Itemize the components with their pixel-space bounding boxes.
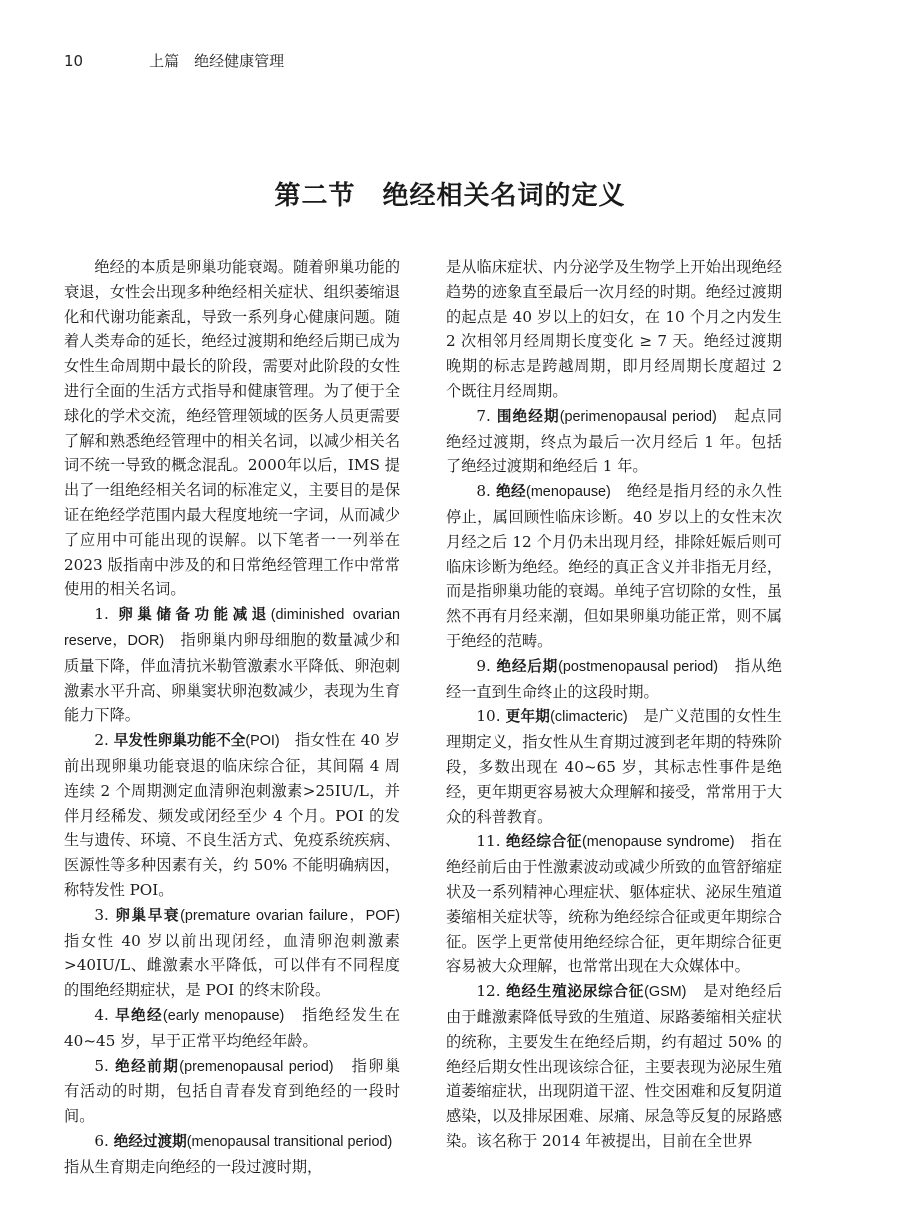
term-english: (diminished ovarian reserve，DOR) — [64, 607, 401, 649]
part-title: 上篇 绝经健康管理 — [149, 52, 285, 70]
term-name: 卵巢早衰 — [115, 906, 181, 924]
term-item: 9. 绝经后期(postmenopausal period) 指从绝经一直到生命终止的这段时期。 — [446, 656, 782, 701]
term-name: 绝经前期 — [115, 1057, 180, 1075]
term-continuation: 是从临床症状、内分泌学及生物学上开始出现绝经趋势的迹象直至最后一次月经的时期。绝经过渡期的起点是 40 岁以上的妇女，在 10 个月之内发生 2 次相邻月经周期长度变化 ≥ 7 天。绝经过渡期晚期的标志是跨越周期，即月经周期长度超过 2 个既往月经周期。 — [446, 258, 782, 400]
right-column — [446, 255, 782, 1154]
term-definition: 指女性 40 岁以前出现闭经，血清卵泡刺激素>40IU/L、雌激素水平降低，可以伴有不同程度的围绝经期症状，是 POI 的终末阶段。 — [64, 931, 400, 1000]
term-english: (menopause syndrome) — [582, 834, 735, 851]
term-english: (GSM) — [644, 984, 687, 1001]
term-item: 11. 绝经综合征(menopause syndrome) 指在绝经前后由于性激素波动或减少所致的血管舒缩症状及一系列精神心理症状、躯体症状、泌尿生殖道萎缩相关症状等，统称为绝经综合征或更年期综合征。医学上更常使用绝经综合征，更年期综合征更容易被大众理解，也常常出现在大众媒体中。 — [446, 832, 782, 976]
term-definition: 指在绝经前后由于性激素波动或减少所致的血管舒缩症状及一系列精神心理症状、躯体症状、泌尿生殖道萎缩相关症状等，统称为绝经综合征或更年期综合征。医学上更常使用绝经综合征，更年期综合征更容易被大众理解，也常常出现在大众媒体中。 — [446, 832, 782, 976]
term-item: 8. 绝经(menopause) 绝经是指月经的永久性停止，属回顾性临床诊断。40 岁以上的女性末次月经之后 12 个月仍未出现月经，排除妊娠后则可临床诊断为绝经。绝经的真正含义并非指无月经，而是指卵巢功能的衰竭。单纯子宫切除的女性，虽然不再有月经来潮，但如果卵巢功能正常，则不属于绝经的范畴。 — [446, 482, 782, 650]
term-english: (climacteric) — [550, 709, 628, 726]
term-definition: 指从生育期走向绝经的一段过渡时期， — [64, 1131, 408, 1176]
term-name: 卵巢储备功能减退 — [118, 606, 271, 624]
term-name: 绝经后期 — [496, 657, 559, 675]
term-item: 5. 绝经前期(premenopausal period) 指卵巢有活动的时期，包括自青春发育到绝经的一段时间。 — [64, 1056, 401, 1126]
term-item: 12. 绝经生殖泌尿综合征(GSM) 是对绝经后由于雌激素降低导致的生殖道、尿路萎缩相关症状的统称，主要发生在绝经后期，约有超过 50% 的绝经后期女性出现该综合征，主要表现为泌尿生殖道萎缩症状，出现阴道干涩、性交困难和反复阴道感染，以及排尿困难、尿痛、尿急等反复的尿路感染。该名称于 2014 年被提出，目前在全世界 — [446, 982, 783, 1150]
term-definition: 指从绝经一直到生命终止的这段时期。 — [446, 656, 782, 701]
term-english: (menopausal transitional period) — [186, 1133, 393, 1150]
term-english: (postmenopausal period) — [558, 658, 719, 675]
term-definition: 是对绝经后由于雌激素降低导致的生殖道、尿路萎缩相关症状的统称，主要发生在绝经后期，约有超过 50% 的绝经后期女性出现该综合征，主要表现为泌尿生殖道萎缩症状，出现阴道干涩、性交困难和反复阴道感染，以及排尿困难、尿痛、尿急等反复的尿路感染。该名称于 2014 年被提出，目前在全世界 — [446, 982, 783, 1150]
term-english: (menopause) — [526, 484, 611, 501]
section-title: 第二节 绝经相关名词的定义 — [274, 181, 626, 211]
term-name: 绝经综合征 — [505, 833, 583, 851]
term-definition: 起点同绝经过渡期，终点为最后一次月经后 1 年。包括了绝经过渡期和绝经后 1 年。 — [446, 406, 783, 476]
intro-paragraph: 绝经的本质是卵巢功能衰竭。随着卵巢功能的衰退，女性会出现多种绝经相关症状、组织萎缩退化和代谢功能紊乱，导致一系列身心健康问题。随着人类寿命的延长，绝经过渡期和绝经后期已成为女性生命周期中最长的阶段，需要对此阶段的女性进行全面的生活方式指导和健康管理。为了便于全球化的学术交流，绝经管理领域的医务人员更需要了解和熟悉绝经管理中的相关名词，以减少相关名词不统一导致的概念混乱。2000年以后，IMS 提出了一组绝经相关名词的标准定义，主要目的是保证在绝经学范围内最大程度地统一字词，从而减少了应用中可能出现的误解。以下笔者一一列举在 2023 版指南中涉及的和日常绝经管理工作中常常使用的相关名词。 — [64, 258, 400, 599]
term-english: (premature ovarian failure，POF) — [180, 907, 400, 924]
term-definition: 是广义范围的女性生理期定义，指女性从生育期过渡到老年期的特殊阶段，多数出现在 40~65 岁，其标志性事件是绝经，更年期更容易被大众理解和接受，常常用于大众的科普教育。 — [446, 707, 782, 826]
term-english: (premenopausal period) — [179, 1058, 334, 1075]
term-definition: 指女性在 40 岁前出现卵巢功能衰退的临床综合征，其间隔 4 周连续 2 个周期测定血清卵泡刺激素>25IU/L，并伴月经稀发、频发或闭经至少 4 个月。POI 的发生与遗传、环境、不良生活方式、免疫系统疾病、医源性等多种因素有关，约 50% 不能明确病因，称特发性 POI。 — [64, 731, 401, 899]
term-item: 2. 早发性卵巢功能不全(POI) 指女性在 40 岁前出现卵巢功能衰退的临床综合征，其间隔 4 周连续 2 个周期测定血清卵泡刺激素>25IU/L，并伴月经稀发、频发或闭经至少 4 个月。POI 的发生与遗传、环境、不良生活方式、免疫系统疾病、医源性等多种因素有关，约 50% 不能明确病因，称特发性 POI。 — [64, 731, 401, 899]
term-name: 围绝经期 — [496, 407, 560, 425]
term-item: 7. 围绝经期(perimenopausal period) 起点同绝经过渡期，终点为最后一次月经后 1 年。包括了绝经过渡期和绝经后 1 年。 — [446, 406, 783, 476]
term-definition: 绝经是指月经的永久性停止，属回顾性临床诊断。40 岁以上的女性末次月经之后 12 个月仍未出现月经，排除妊娠后则可临床诊断为绝经。绝经的真正含义并非指无月经，而是指卵巢功能的衰竭。单纯子宫切除的女性，虽然不再有月经来潮，但如果卵巢功能正常，则不属于绝经的范畴。 — [446, 482, 782, 650]
term-name: 绝经过渡期 — [113, 1132, 187, 1150]
term-english: (POI) — [245, 733, 280, 750]
term-item: 1. 卵巢储备功能减退(diminished ovarian reserve，DOR) 指卵巢内卵母细胞的数量减少和质量下降，伴血清抗米勒管激素水平降低、卵泡刺激素水平升高、卵巢窦状卵泡数减少，表现为生育能力下降。 — [64, 605, 401, 725]
page-number: 10 — [64, 52, 84, 70]
left-column — [64, 255, 408, 1179]
term-definition: 指绝经发生在 40~45 岁，早于正常平均绝经年龄。 — [64, 1005, 401, 1050]
term-name: 更年期 — [505, 708, 551, 726]
term-item: 3. 卵巢早衰(premature ovarian failure，POF)指女性 40 岁以前出现闭经，血清卵泡刺激素>40IU/L、雌激素水平降低，可以伴有不同程度的围绝经期症状，是 POI 的终末阶段。 — [64, 905, 400, 1000]
term-item: 10. 更年期(climacteric) 是广义范围的女性生理期定义，指女性从生育期过渡到老年期的特殊阶段，多数出现在 40~65 岁，其标志性事件是绝经，更年期更容易被大众理解和接受，常常用于大众的科普教育。 — [446, 707, 782, 826]
term-name: 早发性卵巢功能不全 — [113, 732, 246, 750]
term-english: (early menopause) — [162, 1007, 285, 1024]
term-definition: 指卵巢有活动的时期，包括自青春发育到绝经的一段时间。 — [64, 1056, 401, 1126]
term-name: 早绝经 — [115, 1006, 163, 1024]
term-english: (perimenopausal period) — [559, 408, 717, 425]
term-definition: 指卵巢内卵母细胞的数量减少和质量下降，伴血清抗米勒管激素水平降低、卵泡刺激素水平升高、卵巢窦状卵泡数减少，表现为生育能力下降。 — [64, 630, 400, 725]
term-name: 绝经 — [496, 483, 527, 501]
term-name: 绝经生殖泌尿综合征 — [506, 983, 645, 1001]
term-item: 6. 绝经过渡期(menopausal transitional period) 指从生育期走向绝经的一段过渡时期， — [64, 1131, 408, 1176]
running-head — [64, 50, 284, 71]
term-item: 4. 早绝经(early menopause) 指绝经发生在 40~45 岁，早于正常平均绝经年龄。 — [64, 1005, 401, 1050]
